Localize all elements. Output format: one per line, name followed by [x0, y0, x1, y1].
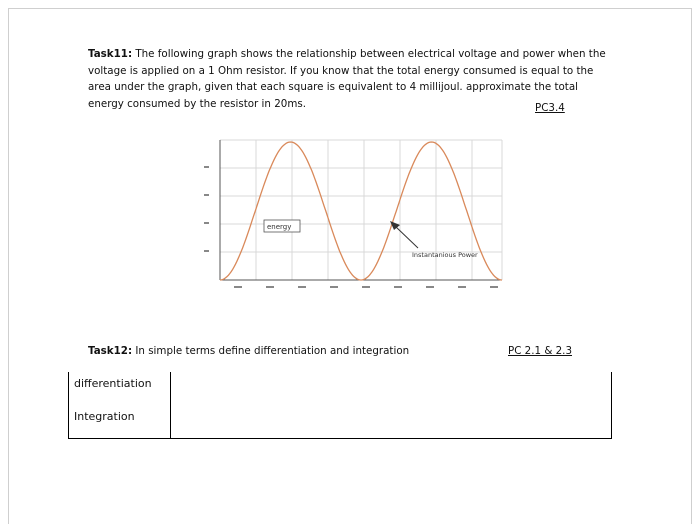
graph-grid [220, 140, 502, 280]
task11-text: The following graph shows the relationship between electrical voltage and power when the voltage is applied on a 1 Ohm resistor. If you know that the total energy consumed is equal to the area under the graph, given that each square is equivalent to 4 millijoul. approximate the total energy consumed by the resistor in 20ms. [88, 48, 606, 110]
task12-text: In simple terms define differentiation and integration [135, 345, 410, 357]
task12-pc-reference: PC 2.1 & 2.3 [508, 345, 572, 357]
row-label-integration: Integration [74, 410, 135, 423]
power-label: Instantanious Power [412, 251, 478, 259]
graph-y-ticks [204, 166, 209, 252]
energy-label: energy [267, 223, 292, 231]
row-label-differentiation: differentiation [74, 377, 152, 390]
table-right-border [611, 372, 612, 438]
task11-pc-reference: PC3.4 [535, 102, 565, 114]
power-arrow [395, 226, 418, 248]
power-curve [220, 142, 502, 280]
graph-x-ticks [234, 286, 498, 288]
power-graph [190, 130, 510, 300]
answer-cell-integration[interactable] [171, 405, 611, 438]
task11-block [88, 46, 608, 112]
answer-cell-differentiation[interactable] [171, 372, 611, 404]
task12-title: Task12: [88, 345, 133, 357]
task11-title: Task11: [88, 48, 133, 60]
answer-table [68, 372, 612, 439]
task12-block [88, 345, 409, 357]
task11-paragraph [88, 46, 608, 112]
table-left-border [68, 372, 69, 438]
